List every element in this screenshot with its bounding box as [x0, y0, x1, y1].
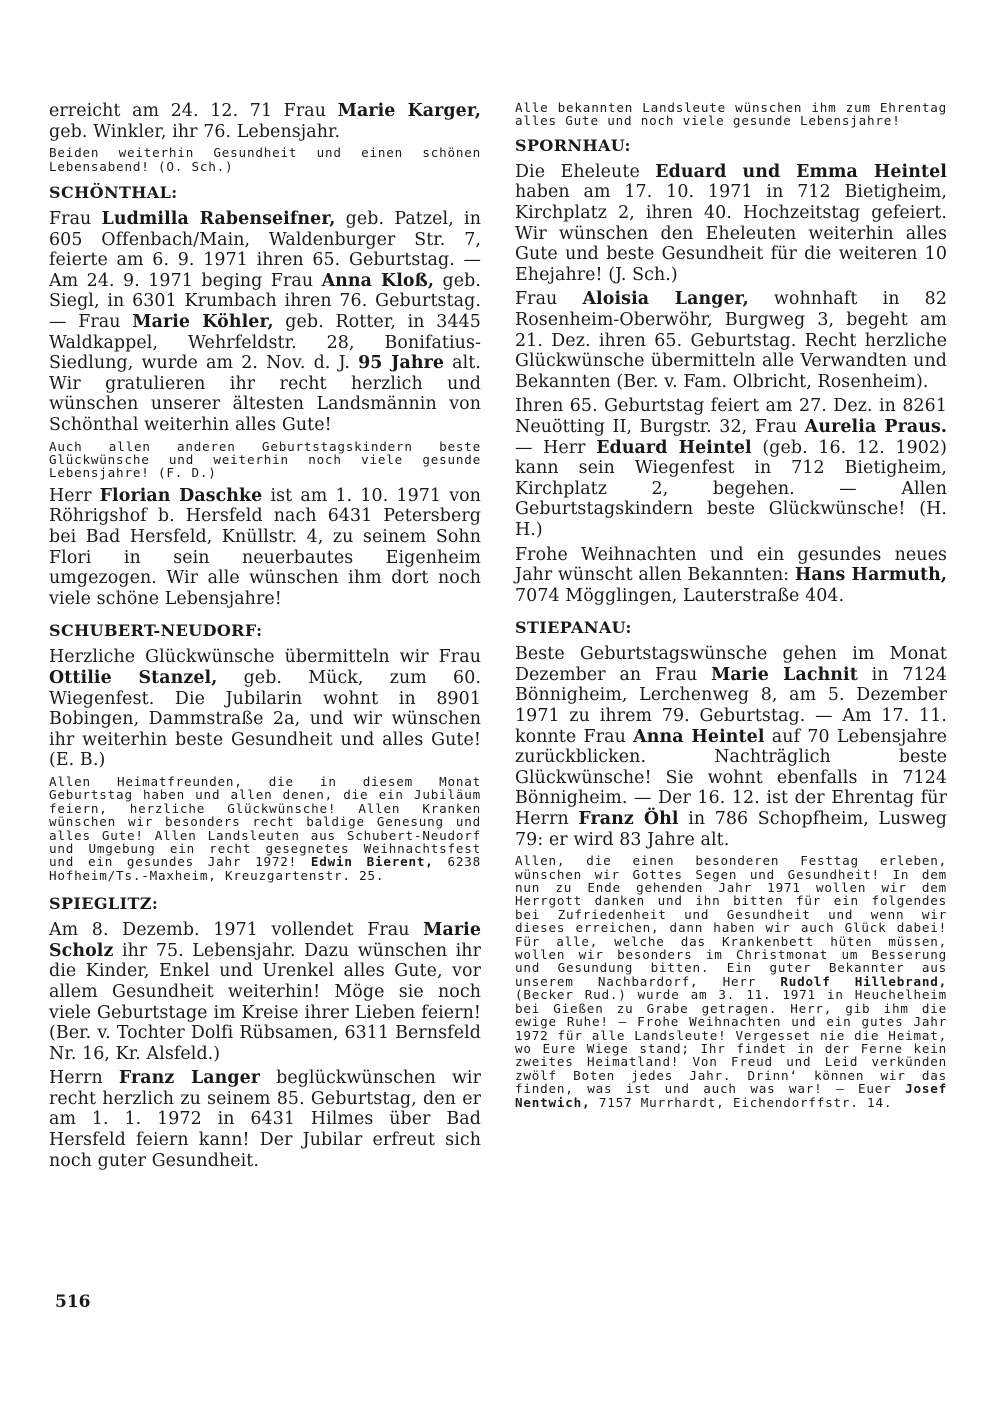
paragraph: Frohe Weihnachten und ein gesundes neues Jahr wünscht allen Bekannten: Hans Harmuth, 7074 Mögglingen, Lauterstraße 404. [515, 544, 947, 606]
person-name: Anna Heintel [633, 726, 765, 747]
left-column [49, 101, 481, 1175]
section-heading-stiepanau: STIEPANAU: [515, 618, 632, 638]
small-paragraph: Alle bekannten Landsleute wünschen ihm zum Ehrentag alles Gute und noch viele gesunde Lebensjahre! [515, 100, 947, 129]
person-name: Marie Scholz [49, 920, 481, 961]
paragraph: Herzliche Glückwünsche übermitteln wir Frau Ottilie Stanzel, geb. Mück, zum 60. Wiegenfest. Die Jubilarin wohnt in 8901 Bobingen, Dammstraße 2a, und wir wünschen ihr weiterhin beste Gesundheit und alles Gute! (E. B.) [49, 647, 482, 771]
small-paragraph: Allen Heimatfreunden, die in diesem Monat Geburtstag haben und allen denen, die ein Jubiläum feiern, herzliche Glückwünsche! Allen Kranken wünschen wir besonders recht baldige Genesung und alles Gute! Allen Landsleuten aus Schubert-Neudorf und Umgebung ein recht gesegnetes Weihnachtsfest und ein gesundes Jahr 1972! Edwin Bierent, 6238 Hofheim/Ts.-Maxheim, Kreuzgartenstr. 25. [49, 773, 481, 883]
person-name: Marie Lachnit [711, 664, 858, 685]
section-heading-spornhau: SPORNHAU: [515, 135, 631, 155]
person-name: Eduard Heintel [596, 437, 752, 458]
person-name: Ottilie Stanzel, [49, 667, 218, 688]
paragraph: Beste Geburtstagswünsche gehen im Monat Dezember an Frau Marie Lachnit in 7124 Bönnigheim, Lerchenweg 8, am 5. Dezember 1971 zu ihrem 79. Geburtstag. — Am 17. 11. konnte Frau Anna Heintel auf 70 Lebensjahre zurückblicken. Nachträglich beste Glückwünsche! Sie wohnt ebenfalls in 7124 Bönnigheim. — Der 16. 12. ist der Ehrentag für Herrn Franz Öhl in 786 Schopfheim, Lusweg 79: er wird 83 Jahre alt. [515, 644, 948, 850]
small-paragraph: Auch allen anderen Geburtstagskindern beste Glückwünsche und weiterhin noch viele gesunde Lebensjahre! (F. D.) [49, 438, 481, 481]
person-name: Josef Nentwich, [515, 1081, 947, 1110]
person-name: Marie Karger, [337, 101, 482, 121]
person-name: Edwin Bierent, [310, 854, 434, 870]
paragraph: erreicht am 24. 12. 71 Frau Marie Karger, geb. Winkler, ihr 76. Lebensjahr. [49, 101, 482, 142]
small-paragraph: Beiden weiterhin Gesundheit und einen schönen Lebensabend! (O. Sch.) [49, 145, 481, 174]
paragraph: Frau Ludmilla Rabenseifner, geb. Patzel, in 605 Offenbach/Main, Waldenburger Str. 7, feierte am 6. 9. 1971 ihren 65. Geburtstag. — Am 24. 9. 1971 beging Frau Anna Kloß, geb. Siegl, in 6301 Krumbach ihren 76. Geburtstag. — Frau Marie Köhler, geb. Rotter, in 3445 Waldkappel, Wehrfeldstr. 28, Bonifatius-Siedlung, wurde am 2. Nov. d. J. 95 Jahre alt. Wir gratulieren ihr recht herzlich und wünschen unserer ältesten Landsmännin von Schönthal weiterhin alles Gute! [49, 209, 481, 435]
section-heading-spieglitz: SPIEGLITZ: [49, 894, 159, 914]
paragraph: Frau Aloisia Langer, wohnhaft in 82 Rosenheim-Oberwöhr, Burgweg 3, begeht am 21. Dez. ihren 65. Geburtstag. Recht herzliche Glückwünsche übermitteln alle Verwandten und Bekannten (Ber. v. Fam. Olbricht, Rosenheim). [515, 289, 947, 392]
person-name: Franz Öhl [578, 809, 679, 830]
person-name: Aloisia Langer, [582, 289, 749, 310]
person-name: Eduard und Emma Heintel [655, 161, 947, 182]
person-name: Anna Kloß, [321, 270, 435, 291]
person-name: Rudolf Hillebrand, [780, 973, 947, 989]
small-paragraph: Allen, die einen besonderen Festtag erleben, wünschen wir Gottes Segen und Gesundheit! In dem nun zu Ende gehenden Jahr 1971 wollen wir dem Herrgott danken und ihn bitten für ein folgendes bei Zufriedenheit und Gesundheit und wenn wir dieses erreichen, dann haben wir auch Glück dabei! Für alle, welche das Krankenbett hüten müssen, wollen wir besonders im Christmonat um Besserung und Gesundung bitten. Ein guter Bekannter aus unserem Nachbardorf, Herr Rudolf Hillebrand, (Becker Rud.) wurde am 3. 11. 1971 in Heuchelheim bei Gießen zu Grabe getragen. Herr, gib ihm die ewige Ruhe! — Frohe Weihnachten und ein gutes Jahr 1972 für alle Landsleute! Vergesset nie die Heimat, wo Eure Wiege stand; Ihr findet in der Ferne kein zweites Heimatland! Von Freud und Leid verkünden zwölf Boten jedes Jahr. Drinn‘ können wir das finden, was ist und auch was war! — Euer Josef Nentwich, 7157 Murrhardt, Eichendorffstr. 14. [515, 853, 947, 1110]
person-name: Marie Köhler, [132, 311, 274, 332]
paragraph: Herr Florian Daschke ist am 1. 10. 1971 von Röhrigshof b. Hersfeld nach 6431 Petersberg bei Bad Hersfeld, Knüllstr. 4, zu seinem Sohn Flori in sein neuerbautes Eigenheim umgezogen. Wir alle wünschen ihm dort noch viele schöne Lebensjahre! [49, 485, 481, 609]
person-name: Aurelia Praus. [804, 416, 948, 437]
right-column [515, 101, 947, 1115]
person-name: Franz Langer [118, 1068, 261, 1089]
paragraph: Die Eheleute Eduard und Emma Heintel haben am 17. 10. 1971 in 712 Bietigheim, Kirchplatz 2, ihren 40. Hochzeitstag gefeiert. Wir wünschen den Eheleuten weiterhin alles Gute und beste Gesundheit für die weiteren 10 Ehejahre! (J. Sch.) [515, 161, 947, 285]
paragraph: Am 8. Dezemb. 1971 vollendet Frau Marie Scholz ihr 75. Lebensjahr. Dazu wünschen ihr die Kinder, Enkel und Urenkel alles Gute, vor allem Gesundheit weiterhin! Möge sie noch viele Geburtstage im Kreise ihrer Lieben feiern! (Ber. v. Tochter Dolfi Rübsamen, 6311 Bernsfeld Nr. 16, Kr. Alsfeld.) [49, 920, 481, 1064]
paragraph: Herrn Franz Langer beglückwünschen wir recht herzlich zu seinem 85. Geburtstag, den er am 1. 1. 1972 in 6431 Hilmes über Bad Hersfeld feiern kann! Der Jubilar erfreut sich noch guter Gesundheit. [49, 1068, 482, 1171]
section-heading-schoenthal: SCHÖNTHAL: [49, 183, 178, 202]
person-name: Ludmilla Rabenseifner, [101, 209, 336, 229]
paragraph: Ihren 65. Geburtstag feiert am 27. Dez. in 8261 Neuötting II, Burgstr. 32, Frau Aurelia Praus. — Herr Eduard Heintel (geb. 16. 12. 1902) kann sein Wiegenfest in 712 Bietigheim, Kirchplatz 2, begehen. — Allen Geburtstagskindern beste Glückwünsche! (H. H.) [515, 396, 948, 540]
person-name: Hans Harmuth, [794, 565, 947, 586]
section-heading-schubert-neudorf: SCHUBERT-NEUDORF: [49, 621, 263, 641]
person-name: Florian Daschke [99, 485, 263, 506]
page-number: 516 [55, 1292, 91, 1312]
person-name: 95 Jahre [358, 353, 445, 374]
